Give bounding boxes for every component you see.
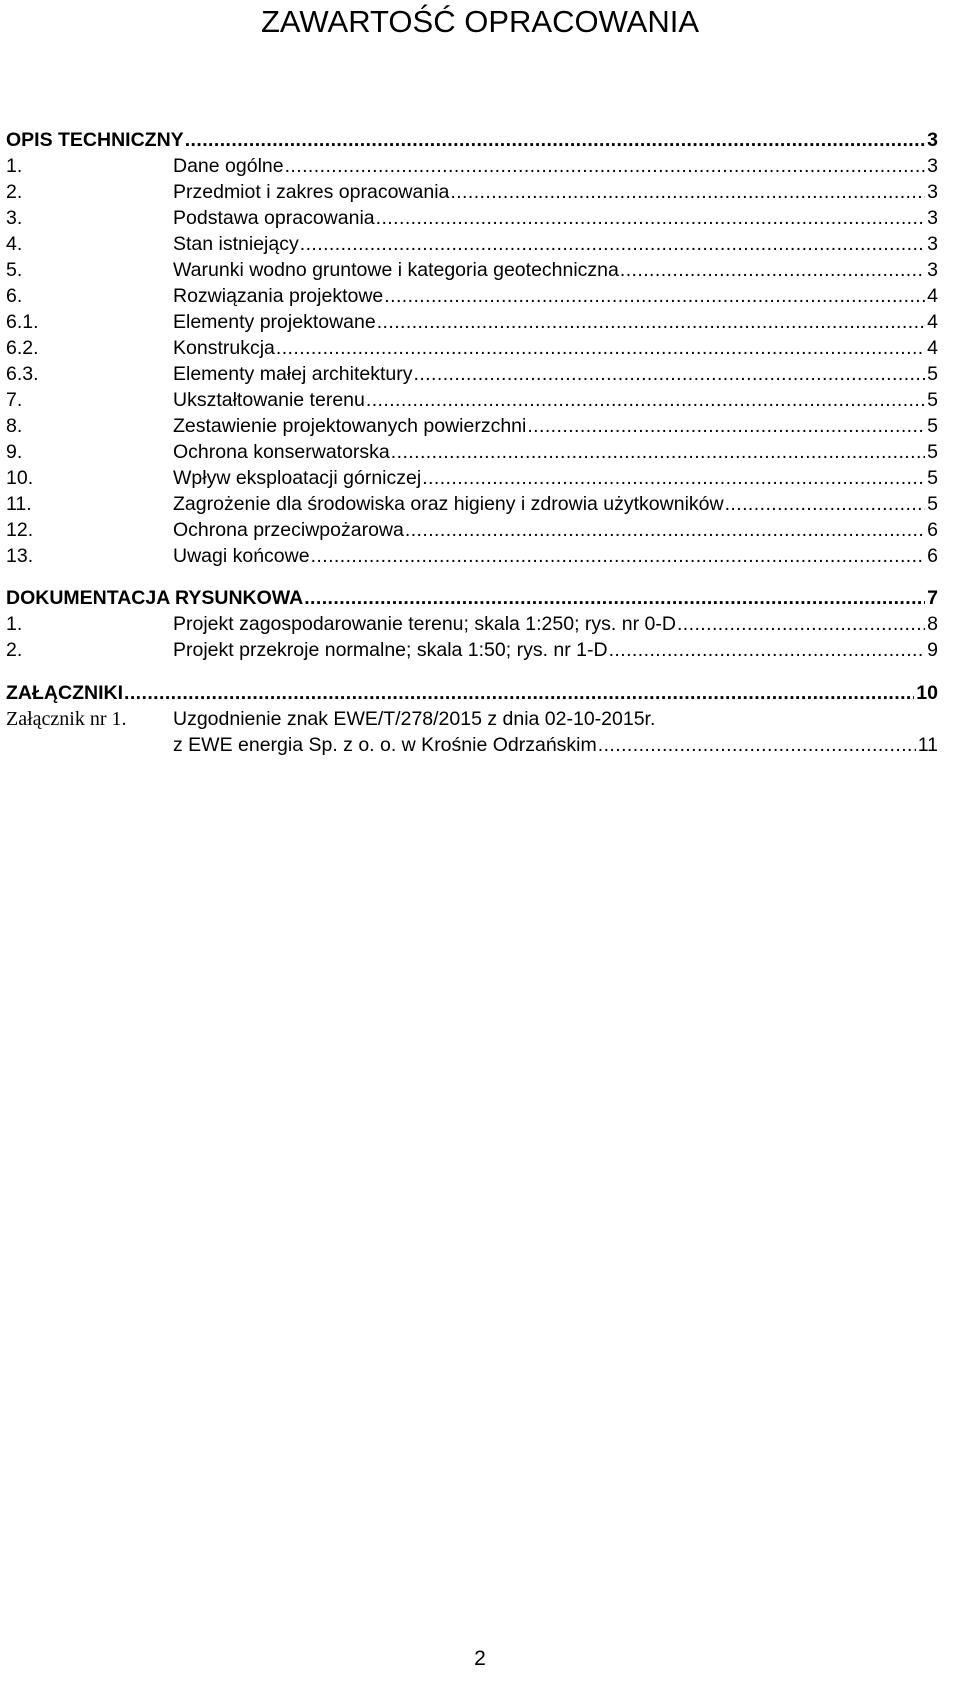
toc-item-text: Przedmiot i zakres opracowania (173, 181, 450, 203)
toc-item-number: 7. (6, 389, 23, 411)
toc-item-number: 3. (6, 207, 23, 229)
toc-page-number: 3 (927, 155, 938, 177)
toc-item-text: Ochrona konserwatorska (173, 441, 390, 463)
toc-item[interactable] (6, 231, 938, 257)
toc-item[interactable] (6, 361, 938, 387)
toc-item[interactable] (6, 257, 938, 283)
toc-item[interactable] (6, 465, 938, 491)
toc-heading-label: DOKUMENTACJA RYSUNKOWA (6, 587, 304, 609)
toc-item-number: 2. (6, 181, 23, 203)
dot-leader (405, 517, 925, 543)
dot-leader (185, 127, 925, 153)
attachment-item[interactable] (6, 706, 127, 732)
dot-leader (124, 680, 914, 706)
toc-item-text: Stan istniejący (173, 233, 299, 255)
toc-page-number: 5 (927, 493, 938, 515)
toc-item[interactable] (6, 309, 938, 335)
dot-leader (450, 179, 925, 205)
toc-item-number: 13. (6, 545, 34, 567)
toc-item[interactable] (6, 413, 938, 439)
toc-item-number: 4. (6, 233, 23, 255)
toc-item-text: Rozwiązania projektowe (173, 285, 384, 307)
toc-item-text: Uwagi końcowe (173, 545, 310, 567)
dot-leader (300, 231, 925, 257)
toc-item-number: 6. (6, 285, 23, 307)
toc-page-number: 6 (927, 519, 938, 541)
toc-heading-attachments[interactable] (6, 680, 938, 706)
dot-leader (376, 205, 926, 231)
toc-item-text: Projekt przekroje normalne; skala 1:50; rys. nr 1-D (173, 639, 608, 661)
toc-page-number: 9 (927, 639, 938, 661)
toc-page-number: 3 (927, 129, 938, 151)
toc-item-text: Ochrona przeciwpożarowa (173, 519, 404, 541)
dot-leader (377, 309, 925, 335)
toc-item-text: Warunki wodno gruntowe i kategoria geotechniczna (173, 259, 619, 281)
toc-item-number: 11. (6, 493, 32, 515)
toc-item-number: 6.2. (6, 337, 39, 359)
toc-item[interactable] (6, 637, 938, 663)
dot-leader (609, 637, 926, 663)
toc-item-number: 9. (6, 441, 23, 463)
toc-page-number: 7 (927, 587, 938, 609)
toc-item[interactable] (6, 611, 938, 637)
toc-page-number: 4 (927, 337, 938, 359)
toc-page-number: 11 (917, 734, 938, 756)
toc-item-text: Dane ogólne (173, 155, 284, 177)
dot-leader (366, 387, 925, 413)
toc-item-number: 10. (6, 467, 34, 489)
dot-leader (414, 361, 926, 387)
toc-page-number: 10 (916, 682, 938, 704)
toc-item[interactable] (6, 543, 938, 569)
toc-item[interactable] (6, 387, 938, 413)
toc-item[interactable] (6, 205, 938, 231)
toc-item[interactable] (6, 283, 938, 309)
toc-item-text: Elementy projektowane (173, 311, 376, 333)
dot-leader (598, 732, 916, 758)
toc-item-text: Podstawa opracowania (173, 207, 375, 229)
toc-item-text: Zestawienie projektowanych powierzchni (173, 415, 527, 437)
toc-item[interactable] (6, 732, 938, 758)
toc-heading-label: OPIS TECHNICZNY (6, 129, 184, 151)
attachment-text-line-1: Uzgodnienie znak EWE/T/278/2015 z dnia 02-10-2015r. (173, 708, 656, 730)
toc-heading-drawings[interactable] (6, 585, 938, 611)
dot-leader (527, 413, 925, 439)
dot-leader (620, 257, 925, 283)
toc-page-number: 3 (927, 181, 938, 203)
toc-item-number: 1. (6, 613, 23, 635)
toc-heading-technical[interactable] (6, 127, 938, 153)
dot-leader (422, 465, 925, 491)
toc-page-number: 5 (927, 363, 938, 385)
toc-item[interactable] (6, 179, 938, 205)
toc-page-number: 3 (927, 233, 938, 255)
toc-page-number: 6 (927, 545, 938, 567)
toc-page-number: 5 (927, 467, 938, 489)
toc-item-text: Wpływ eksploatacji górniczej (173, 467, 422, 489)
toc-item-text: Elementy małej architektury (173, 363, 413, 385)
toc-page-number: 8 (927, 613, 938, 635)
toc-page-number: 3 (927, 259, 938, 281)
dot-leader (725, 491, 926, 517)
toc-page-number: 4 (927, 311, 938, 333)
toc-page-number: 3 (927, 207, 938, 229)
dot-leader (276, 335, 925, 361)
toc-item-text: Zagrożenie dla środowiska oraz higieny i zdrowia użytkowników (173, 493, 724, 515)
page-title: ZAWARTOŚĆ OPRACOWANIA (260, 4, 700, 39)
toc-page-number: 4 (927, 285, 938, 307)
toc-item-text: Projekt zagospodarowanie terenu; skala 1:250; rys. nr 0-D (173, 613, 676, 635)
dot-leader (384, 283, 925, 309)
toc-item[interactable] (6, 335, 938, 361)
toc-item[interactable] (6, 517, 938, 543)
toc-item[interactable] (6, 153, 938, 179)
page-number: 2 (474, 1647, 486, 1670)
attachment-text-line-2: z EWE energia Sp. z o. o. w Krośnie Odrzańskim (173, 734, 597, 756)
toc-item-number: 2. (6, 639, 23, 661)
dot-leader (304, 585, 925, 611)
toc-item-number: 5. (6, 259, 23, 281)
toc-item-number: 6.3. (6, 363, 39, 385)
toc-item[interactable] (6, 491, 938, 517)
dot-leader (285, 153, 926, 179)
dot-leader (391, 439, 925, 465)
toc-item-text: Ukształtowanie terenu (173, 389, 365, 411)
toc-heading-label: ZAŁĄCZNIKI (6, 682, 123, 704)
toc-item[interactable] (6, 439, 938, 465)
dot-leader (677, 611, 925, 637)
toc-page-number: 5 (927, 441, 938, 463)
toc-item-text: Konstrukcja (173, 337, 275, 359)
toc-page-number: 5 (927, 415, 938, 437)
toc-item-number: 1. (6, 155, 23, 177)
dot-leader (311, 543, 926, 569)
toc-item-number: 6.1. (6, 311, 39, 333)
toc-item-number: 8. (6, 415, 23, 437)
attachment-number: Załącznik nr 1. (6, 708, 127, 730)
toc-page-number: 5 (927, 389, 938, 411)
toc-item-number: 12. (6, 519, 34, 541)
